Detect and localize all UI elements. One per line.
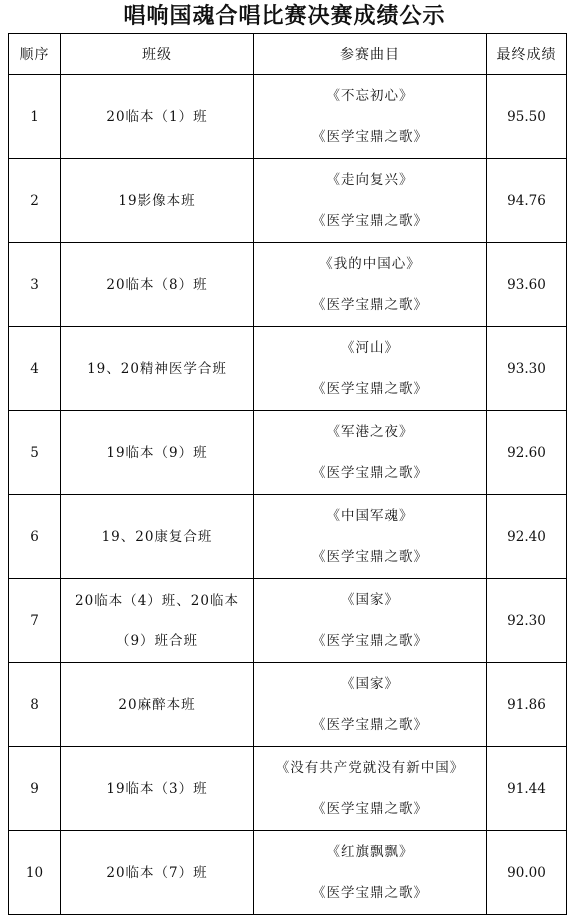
row-number: 9 <box>30 780 39 797</box>
final-score: 91.86 <box>507 696 546 713</box>
song-1: 《河山》 <box>341 340 399 356</box>
cell-no <box>9 243 61 327</box>
cell-class <box>61 579 254 663</box>
song-2: 《医学宝鼎之歌》 <box>312 213 428 229</box>
cell-no <box>9 663 61 747</box>
table-row <box>9 747 567 831</box>
class-name: 20麻醉本班 <box>118 696 196 713</box>
cell-songs <box>254 75 487 159</box>
song-2: 《医学宝鼎之歌》 <box>312 717 428 733</box>
cell-class <box>61 75 254 159</box>
class-name: 19、20精神医学合班 <box>87 360 227 377</box>
cell-no <box>9 75 61 159</box>
class-name: 20临本（4）班、20临本（9）班合班 <box>75 592 239 649</box>
cell-no <box>9 579 61 663</box>
song-2: 《医学宝鼎之歌》 <box>312 801 428 817</box>
song-1: 《我的中国心》 <box>319 256 421 272</box>
final-score: 91.44 <box>507 780 546 797</box>
song-1: 《中国军魂》 <box>326 508 414 524</box>
cell-no <box>9 831 61 915</box>
table-row <box>9 159 567 243</box>
row-number: 8 <box>30 696 39 713</box>
song-2: 《医学宝鼎之歌》 <box>312 885 428 901</box>
cell-songs <box>254 579 487 663</box>
cell-score <box>487 831 567 915</box>
final-score: 92.60 <box>507 444 546 461</box>
song-1: 《没有共产党就没有新中国》 <box>275 760 465 776</box>
cell-no <box>9 327 61 411</box>
class-name: 20临本（7）班 <box>106 864 208 881</box>
header-score: 最终成绩 <box>487 34 567 75</box>
cell-no <box>9 495 61 579</box>
cell-score <box>487 75 567 159</box>
row-number: 7 <box>30 612 39 629</box>
cell-class <box>61 747 254 831</box>
row-number: 4 <box>30 360 39 377</box>
cell-songs <box>254 747 487 831</box>
song-2: 《医学宝鼎之歌》 <box>312 633 428 649</box>
cell-no <box>9 159 61 243</box>
final-score: 93.30 <box>507 360 546 377</box>
table-header-row <box>9 34 567 75</box>
row-number: 2 <box>30 192 39 209</box>
table-row <box>9 243 567 327</box>
song-1: 《国家》 <box>341 676 399 692</box>
cell-songs <box>254 495 487 579</box>
song-1: 《红旗飘飘》 <box>326 844 414 860</box>
cell-songs <box>254 327 487 411</box>
song-1: 《走向复兴》 <box>326 172 414 188</box>
header-no: 顺序 <box>9 34 61 75</box>
cell-score <box>487 159 567 243</box>
cell-class <box>61 495 254 579</box>
cell-songs <box>254 411 487 495</box>
song-1: 《不忘初心》 <box>326 88 414 104</box>
table-row <box>9 663 567 747</box>
table-row <box>9 411 567 495</box>
results-table <box>8 33 567 915</box>
cell-class <box>61 327 254 411</box>
header-songs: 参赛曲目 <box>254 34 487 75</box>
final-score: 95.50 <box>507 108 546 125</box>
song-2: 《医学宝鼎之歌》 <box>312 129 428 145</box>
class-name: 20临本（8）班 <box>106 276 208 293</box>
song-2: 《医学宝鼎之歌》 <box>312 297 428 313</box>
cell-class <box>61 411 254 495</box>
header-class: 班级 <box>61 34 254 75</box>
page-title: 唱响国魂合唱比赛决赛成绩公示 <box>123 4 446 29</box>
final-score: 92.30 <box>507 612 546 629</box>
final-score: 92.40 <box>507 528 546 545</box>
row-number: 6 <box>30 528 39 545</box>
cell-score <box>487 747 567 831</box>
song-2: 《医学宝鼎之歌》 <box>312 465 428 481</box>
cell-score <box>487 579 567 663</box>
row-number: 5 <box>30 444 39 461</box>
cell-songs <box>254 243 487 327</box>
cell-class <box>61 663 254 747</box>
class-name: 19临本（9）班 <box>106 444 208 461</box>
cell-class <box>61 831 254 915</box>
row-number: 1 <box>30 108 39 125</box>
table-row <box>9 831 567 915</box>
song-1: 《国家》 <box>341 592 399 608</box>
cell-class <box>61 243 254 327</box>
song-2: 《医学宝鼎之歌》 <box>312 549 428 565</box>
class-name: 19临本（3）班 <box>106 780 208 797</box>
class-name: 19、20康复合班 <box>101 528 213 545</box>
final-score: 94.76 <box>507 192 546 209</box>
cell-class <box>61 159 254 243</box>
class-name: 20临本（1）班 <box>106 108 208 125</box>
cell-songs <box>254 663 487 747</box>
cell-songs <box>254 831 487 915</box>
table-row <box>9 495 567 579</box>
cell-songs <box>254 159 487 243</box>
cell-score <box>487 411 567 495</box>
cell-score <box>487 243 567 327</box>
table-row <box>9 579 567 663</box>
cell-score <box>487 327 567 411</box>
song-1: 《军港之夜》 <box>326 424 414 440</box>
final-score: 93.60 <box>507 276 546 293</box>
row-number: 10 <box>25 864 44 881</box>
row-number: 3 <box>30 276 39 293</box>
cell-score <box>487 495 567 579</box>
final-score: 90.00 <box>507 864 546 881</box>
cell-no <box>9 747 61 831</box>
cell-score <box>487 663 567 747</box>
song-2: 《医学宝鼎之歌》 <box>312 381 428 397</box>
table-row <box>9 327 567 411</box>
cell-no <box>9 411 61 495</box>
table-row <box>9 75 567 159</box>
class-name: 19影像本班 <box>118 192 196 209</box>
